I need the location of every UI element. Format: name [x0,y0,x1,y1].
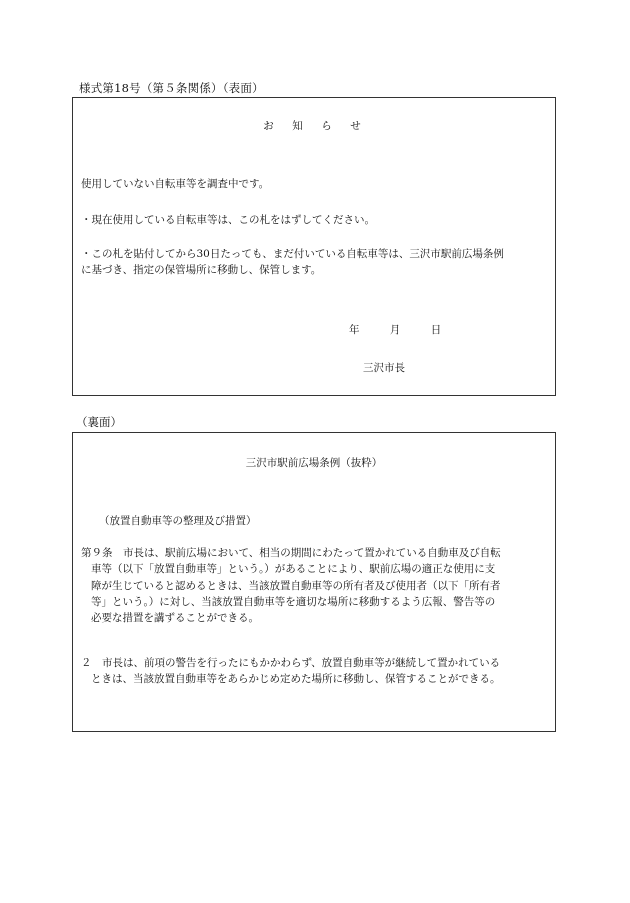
date-year-label: 年 [349,324,360,336]
notice-front-box [72,97,556,396]
ordinance-back-box [72,432,556,732]
notice-bullet-storage [81,246,551,279]
date-day-label: 日 [430,324,442,336]
article-9-line: 障が生じていると認めるときは、当該放置自動車等の所有者及び使用者（以下「所有者 [91,579,501,592]
article-9-line: 第９条 市長は、駅前広場において、相当の期間にわたって置かれている自動車及び自転 [81,547,501,559]
clause-2-line: ときは、当該放置自動車等をあらかじめ定めた場所に移動し、保管することができる。 [91,673,501,686]
date-line [349,322,442,338]
date-month-label: 月 [389,324,401,336]
article-9-line: 等」という。）に対し、当該放置自動車等を適切な場所に移動するよう広報、警告等の [91,595,496,608]
notice-title: お 知 ら せ [263,120,365,132]
mayor-signature: 三沢市長 [363,362,405,374]
article-9 [81,545,553,626]
form-number-label: 様式第18号（第５条関係）（表面） [79,81,264,95]
article-9-line: 車等（以下「放置自動車等」という。）があることにより、駅前広場の適正な使用に支 [91,563,496,576]
back-side-label: （裏面） [76,415,122,429]
section-heading: （放置自動車等の整理及び措置） [99,515,257,527]
article-9-clause-2 [81,655,553,688]
notice-bullet-storage-line: ・この札を貼付してから30日たっても、まだ付いている自転車等は、三沢市駅前広場条例 [81,248,504,260]
notice-bullet-remove-tag: ・現在使用している自転車等は、この札をはずしてください。 [81,214,375,226]
ordinance-title: 三沢市駅前広場条例（抜粋） [245,457,383,469]
clause-2-line: ２ 市長は、前項の警告を行ったにもかかわらず、放置自動車等が継続して置かれている [81,657,501,669]
notice-bullet-storage-line: に基づき、指定の保管場所に移動し、保管します。 [81,264,322,277]
article-9-line: 必要な措置を講ずることができる。 [91,612,259,625]
notice-intro-text: 使用していない自転車等を調査中です。 [81,178,270,190]
